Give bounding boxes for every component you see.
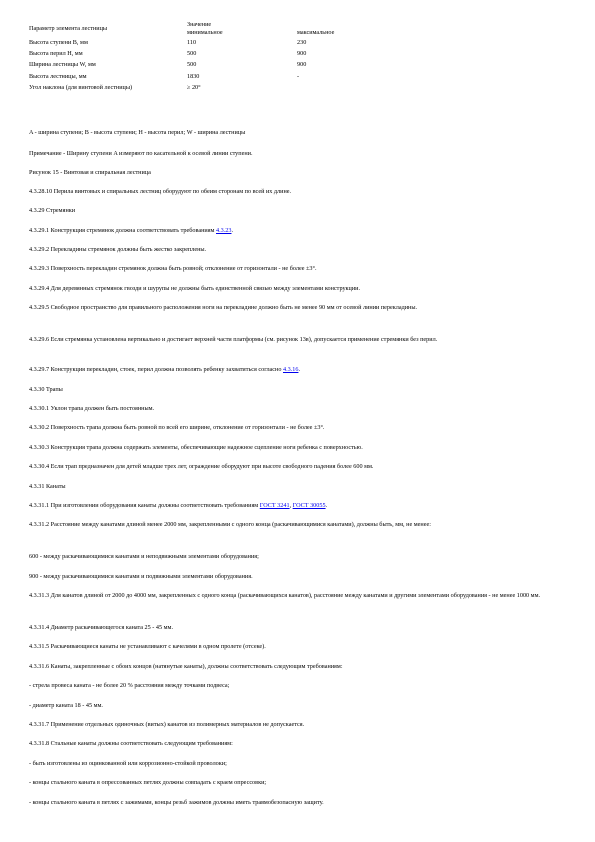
paragraph: 900 - между раскачивающимися канатами и подвижными элементами оборудования. xyxy=(29,573,253,580)
paragraph: 4.3.31.3 Для канатов длиной от 2000 до 4000 мм, закрепленных с одного конца (раскачивающихся канатов), расстояние между канатами и другими элементами оборудования - не менее 1000 мм. xyxy=(29,592,541,599)
paragraph: 4.3.28.10 Перила винтовых и спиральных лестниц оборудуют по обеим сторонам по всей их длине. xyxy=(29,188,292,195)
table-row xyxy=(29,48,407,59)
paragraph: 4.3.31.1 При изготовлении оборудования канаты должны соответствовать требованиям ГОСТ 3241, ГОСТ 30055. xyxy=(29,502,328,509)
paragraph: 4.3.29.4 Для деревянных стремянок гвозди и шурупы не должны быть единственной связью между элементами конструкции. xyxy=(29,285,361,292)
list-item: - быть изготовлены из оцинкованной или коррозионно-стойкой проволоки; xyxy=(29,760,227,767)
parameters-table xyxy=(29,20,407,94)
row-max: 900 xyxy=(297,61,307,69)
table-header-row xyxy=(29,20,407,37)
figure-caption: Рисунок 15 - Винтовая и спиральная лестница xyxy=(29,169,151,176)
clause-link[interactable]: 4.3.16 xyxy=(283,366,299,373)
table-row xyxy=(29,60,407,71)
paragraph: 4.3.31.8 Стальные канаты должны соответствовать следующим требованиям: xyxy=(29,740,233,747)
paragraph: 4.3.30.1 Уклон трапа должен быть постоянным. xyxy=(29,405,155,412)
paragraph: 4.3.29.6 Если стремянка установлена вертикально и достигает верхней части платформы (см. рисунок 13в), допускается применение стремянки без перил. xyxy=(29,336,438,343)
table-row xyxy=(29,71,407,82)
header-max-label: максимальное xyxy=(297,29,335,36)
standard-link[interactable]: ГОСТ 3241 xyxy=(259,502,290,509)
row-param: Ширина лестницы W, мм xyxy=(29,61,96,69)
list-item: - концы стального каната в опрессованных петлях должны совпадать с краем опрессовки; xyxy=(29,779,267,786)
row-min: 1830 xyxy=(187,72,200,80)
list-item: - концы стального каната в петлях с зажимами, концы резьб зажимов должны иметь травмобезопасную защиту. xyxy=(29,799,324,806)
list-item: - диаметр каната 18 - 45 мм. xyxy=(29,702,103,709)
paragraph: 600 - между раскачивающимися канатами и неподвижными элементами оборудования; xyxy=(29,553,259,560)
paragraph: 4.3.30.2 Поверхность трапа должна быть ровной по всей его ширине, отклонение от горизонтали - не более ±3°. xyxy=(29,424,325,431)
clause-link[interactable]: 4.3.23 xyxy=(216,227,232,234)
paragraph: 4.3.30.4 Если трап предназначен для детей младше трех лет, ограждение оборудуют при высоте свободного падения более 600 мм. xyxy=(29,463,374,470)
row-max xyxy=(297,83,407,94)
paragraph: 4.3.29.2 Перекладины стремянок должны быть жестко закреплены. xyxy=(29,246,207,253)
paragraph: 4.3.31.2 Расстояние между канатами длиной менее 2000 мм, закрепленными с одного конца (раскачивающимися канатами), должны быть, мм, не менее: xyxy=(29,521,431,528)
section-heading: 4.3.30 Трапы xyxy=(29,386,63,393)
figure-legend: A - ширина ступени; B - высота ступени; H - высота перил; W - ширина лестницы xyxy=(29,129,246,136)
header-param: Параметр элемента лестницы xyxy=(29,24,108,32)
paragraph: 4.3.31.4 Диаметр раскачивающегося каната 25 - 45 мм. xyxy=(29,624,174,631)
row-min: 500 xyxy=(187,50,197,58)
figure-note: Примечание - Ширину ступени A измеряют по касательной к осевой линии ступени. xyxy=(29,150,253,157)
standard-link[interactable]: ГОСТ 30055 xyxy=(292,502,326,509)
header-min xyxy=(187,20,297,37)
paragraph: 4.3.29.5 Свободное пространство для правильного расположения ноги на перекладине должно быть не менее 90 мм от осевой линии перекладины. xyxy=(29,304,418,311)
header-min-label: минимальное xyxy=(187,29,223,36)
row-min: ≥ 20° xyxy=(187,84,201,92)
paragraph: 4.3.31.7 Применение отдельных одиночных (витых) канатов из полимерных материалов не допускается. xyxy=(29,721,305,728)
row-min: 110 xyxy=(187,38,197,46)
paragraph: 4.3.29.3 Поверхность перекладин стремянок должна быть ровной; отклонение от горизонтали - не более ±3°. xyxy=(29,265,317,272)
row-param: Угол наклона (для винтовой лестницы) xyxy=(29,84,133,92)
paragraph: 4.3.31.5 Раскачивающиеся канаты не устанавливают с качелями в одном пролете (отсеке). xyxy=(29,643,266,650)
row-max: 230 xyxy=(297,38,307,46)
paragraph: 4.3.29.7 Конструкция перекладин, стоек, перил должна позволять ребенку захватиться согласно 4.3.16. xyxy=(29,366,301,373)
section-heading: 4.3.31 Канаты xyxy=(29,483,66,490)
row-min: 500 xyxy=(187,61,197,69)
table-row xyxy=(29,83,407,94)
row-max: - xyxy=(297,72,300,80)
paragraph: 4.3.29.1 Конструкция стремянок должна соответствовать требованиям 4.3.23. xyxy=(29,227,234,234)
header-value-group: Значение xyxy=(187,21,212,28)
row-param: Высота лестницы, мм xyxy=(29,72,87,80)
header-max xyxy=(297,20,407,37)
row-param: Высота ступени B, мм xyxy=(29,38,88,46)
row-param: Высота перил H, мм xyxy=(29,50,83,58)
table-row xyxy=(29,37,407,48)
list-item: - стрела провеса каната - не более 20 % расстояния между точками подвеса; xyxy=(29,682,230,689)
paragraph: 4.3.31.6 Канаты, закрепленные с обоих концов (натянутые канаты), должны соответствовать следующим требованиям: xyxy=(29,663,343,670)
section-heading: 4.3.29 Стремянки xyxy=(29,207,76,214)
paragraph: 4.3.30.3 Конструкция трапа должна содержать элементы, обеспечивающие надежное сцепление ноги ребенка с поверхностью. xyxy=(29,444,363,451)
row-max: 900 xyxy=(297,50,307,58)
